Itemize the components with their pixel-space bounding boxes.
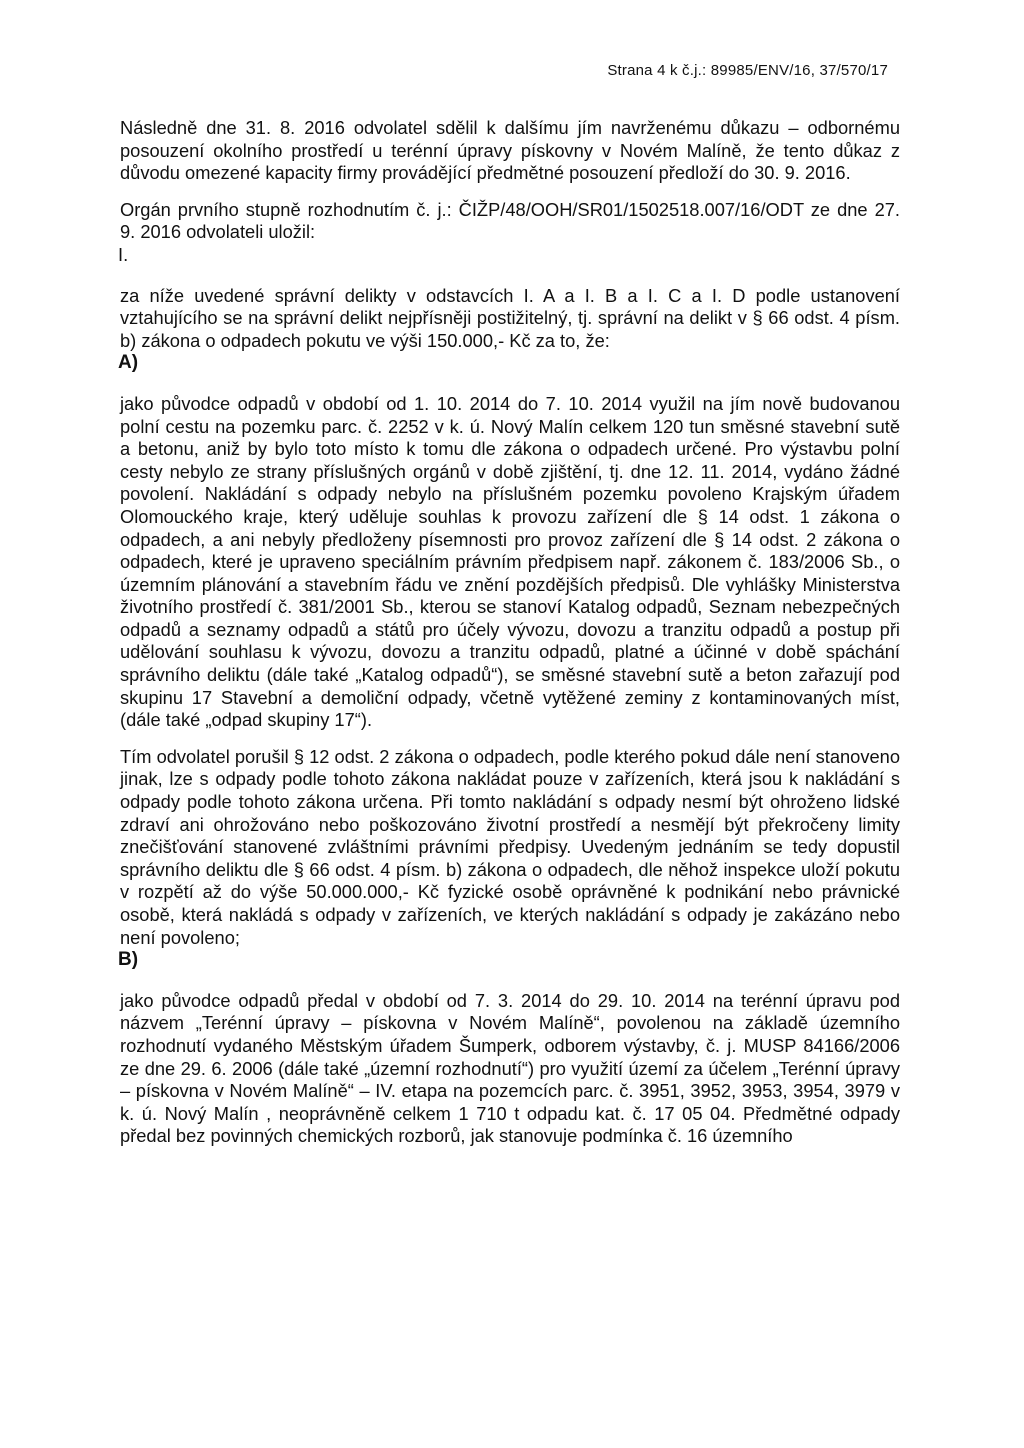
paragraph-first-instance-decision: Orgán prvního stupně rozhodnutím č. j.: ČIŽP/48/OOH/SR01/1502518.007/16/ODT ze dne 27. 9. 2016 odvolateli uložil: <box>120 198 900 243</box>
paragraph-violation-a: Tím odvolatel porušil § 12 odst. 2 zákona o odpadech, podle kterého pokud dále není stanoveno jinak, lze s odpady podle tohoto zákona nakládat pouze v zařízeních, která jsou k nakládání s odpady podle tohoto zákona určena. Při tomto nakládání s odpady nesmí být ohroženo lidské zdraví ani ohrožováno nebo poškozováno životní prostředí a nesmějí být překročeny limity znečišťování stanovené zvláštními právními předpisy. Uvedeným jednáním se tedy dopustil správního deliktu dle § 66 odst. 4 písm. b) zákona o odpadech, dle něhož inspekce uloží pokutu v rozpětí až do výše 50.000.000,- Kč fyzické osobě oprávněné k podnikání nebo právnické osobě, která nakládá s odpady v zařízeních, ve kterých nakládání s odpady je zakázáno nebo není povoleno; <box>120 745 900 948</box>
page-reference-header: Strana 4 k č.j.: 89985/ENV/16, 37/570/17 <box>607 62 888 79</box>
paragraph-penalty-summary: za níže uvedené správní delikty v odstavcích I. A a I. B a I. C a I. D podle ustanovení vztahujícího se na správní delikt nejpřísněji postižitelný, tj. správní na delikt v § 66 odst. 4 písm. b) zákona o odpadech pokutu ve výši 150.000,- Kč za to, že: <box>120 284 900 351</box>
paragraph-follow-up: Následně dne 31. 8. 2016 odvolatel sdělil k dalšímu jím navrženému důkazu – odbornému posouzení okolního prostředí u terénní úpravy pískovny v Novém Malíně, že tento důkaz z důvodu omezené kapacity firmy provádějící předmětné posouzení předloží do 30. 9. 2016. <box>120 117 900 184</box>
document-body <box>120 117 900 1148</box>
paragraph-section-a: jako původce odpadů v období od 1. 10. 2014 do 7. 10. 2014 využil na jím nově budovanou polní cestu na pozemku parc. č. 2252 v k. ú. Nový Malín celkem 120 tun směsné stavební sutě a betonu, aniž by bylo toto místo k tomu dle zákona o odpadech určené. Pro výstavbu polní cesty nebylo ze strany příslušných orgánů v době zjištění, tj. dne 12. 11. 2014, vydáno žádné povolení. Nakládání s odpady nebylo na příslušném pozemku povoleno Krajským úřadem Olomouckého kraje, který uděluje souhlas k provozu zařízení dle § 14 odst. 1 zákona o odpadech, a ani nebyly předloženy písemnosti pro provoz zařízení dle § 14 odst. 2 zákona o odpadech, které je upraveno speciálním právním předpisem např. zákonem č. 183/2006 Sb., o územním plánování a stavebním řádu ve znění pozdějších předpisů. Dle vyhlášky Ministerstva životního prostředí č. 381/2001 Sb., kterou se stanoví Katalog odpadů, Seznam nebezpečných odpadů a seznamy odpadů a států pro účely vývozu, dovozu a tranzitu odpadů a postup při udělování souhlasu k vývozu, dovozu a tranzitu odpadů, platné a účinné v době spáchání správního deliktu (dále také „Katalog odpadů“), se směsné stavební sutě a beton zařazují pod skupinu 17 Stavební a demoliční odpady, včetně vytěžené zeminy z kontaminovaných míst, (dále také „odpad skupiny 17“). <box>120 392 900 731</box>
paragraph-section-b: jako původce odpadů předal v období od 7. 3. 2014 do 29. 10. 2014 na terénní úpravu pod názvem „Terénní úpravy – pískovna v Novém Malíně“, povolenou na základě územního rozhodnutí vydaného Městským úřadem Šumperk, odborem výstavby, č. j. MUSP 84166/2006 ze dne 29. 6. 2006 (dále také „územní rozhodnutí“) pro využití území za účelem „Terénní úpravy – pískovna v Novém Malíně“ – IV. etapa na pozemcích parc. č. 3951, 3952, 3953, 3954, 3979 v k. ú. Nový Malín , neoprávněně celkem 1 710 t odpadu kat. č. 17 05 04. Předmětné odpady předal bez povinných chemických rozborů, jak stanovuje podmínka č. 16 územního <box>120 989 900 1147</box>
section-b-label: B) <box>118 949 139 971</box>
roman-numeral-label: I. <box>118 243 129 265</box>
section-a-label: A) <box>118 352 139 374</box>
